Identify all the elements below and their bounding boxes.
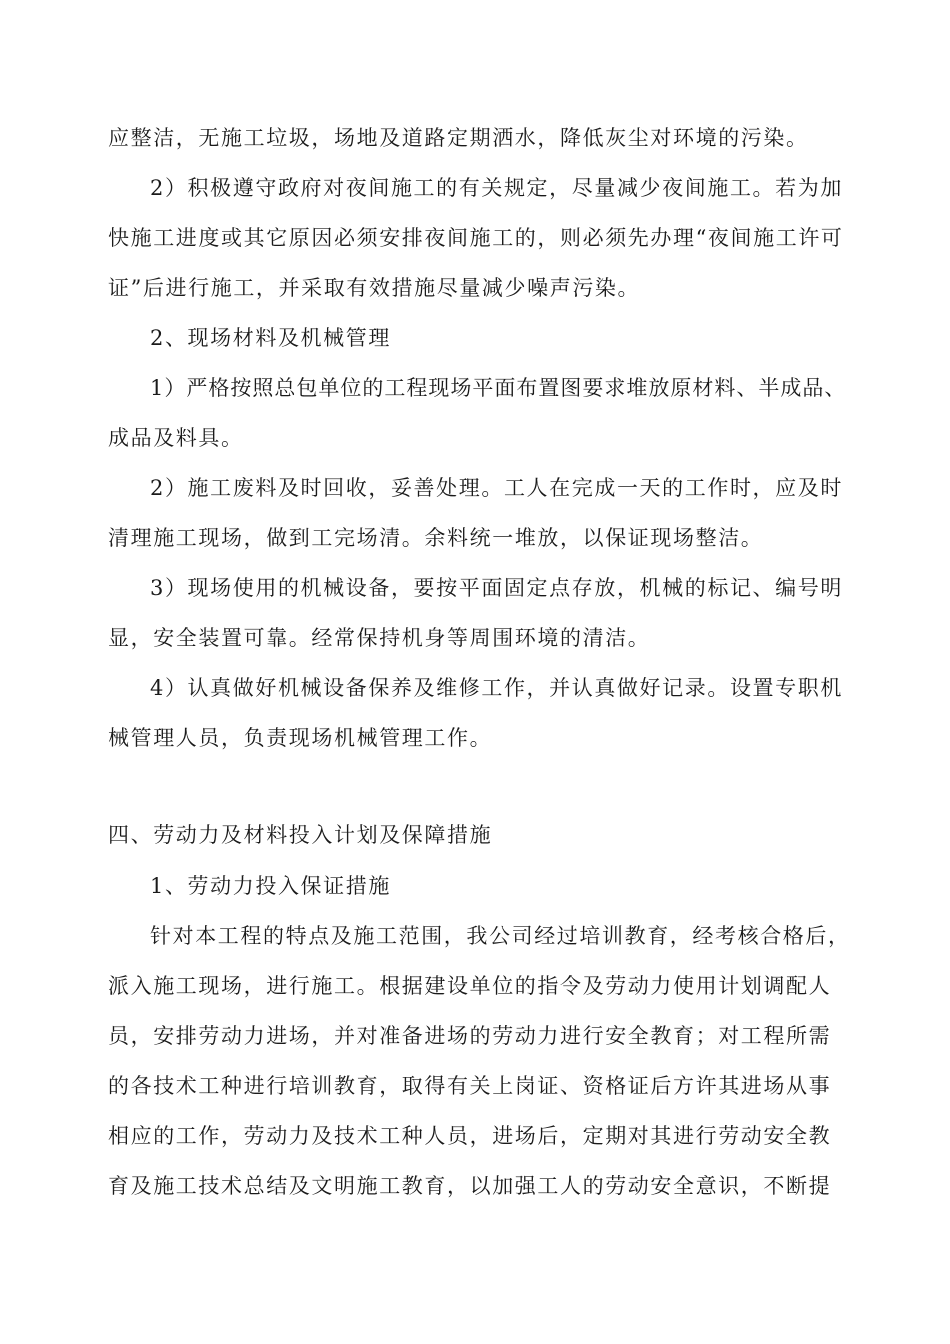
text-line: 的各技术工种进行培训教育，取得有关上岗证、资格证后方许其进场从事 xyxy=(108,1074,832,1098)
text-line: 清理施工现场，做到工完场清。余料统一堆放，以保证现场整洁。 xyxy=(108,526,764,550)
text-line: 育及施工技术总结及文明施工教育，以加强工人的劳动安全意识，不断提 xyxy=(108,1174,832,1198)
text-line: 员，安排劳动力进场，并对准备进场的劳动力进行安全教育；对工程所需 xyxy=(108,1024,832,1048)
section-heading: 1、劳动力投入保证措施 xyxy=(150,874,391,898)
text-line: 显，安全装置可靠。经常保持机身等周围环境的清洁。 xyxy=(108,626,651,650)
text-line: 成品及料具。 xyxy=(108,426,244,450)
text-line: 1）严格按照总包单位的工程现场平面布置图要求堆放原材料、半成品、 xyxy=(150,376,847,400)
section-heading: 2、现场材料及机械管理 xyxy=(150,326,391,350)
text-line: 派入施工现场，进行施工。根据建设单位的指令及劳动力使用计划调配人 xyxy=(108,974,832,998)
text-line: 针对本工程的特点及施工范围，我公司经过培训教育，经考核合格后， xyxy=(150,924,851,948)
text-line: 3）现场使用的机械设备，要按平面固定点存放，机械的标记、编号明 xyxy=(150,576,843,600)
text-line: 4）认真做好机械设备保养及维修工作，并认真做好记录。设置专职机 xyxy=(150,676,843,700)
text-line: 械管理人员，负责现场机械管理工作。 xyxy=(108,726,493,750)
text-line: 快施工进度或其它原因必须安排夜间施工的，则必须先办理“夜间施工许可 xyxy=(108,226,844,250)
chapter-heading: 四、劳动力及材料投入计划及保障措施 xyxy=(108,823,493,847)
text-line: 2）施工废料及时回收，妥善处理。工人在完成一天的工作时，应及时 xyxy=(150,476,843,500)
text-line: 2）积极遵守政府对夜间施工的有关规定，尽量减少夜间施工。若为加 xyxy=(150,176,843,200)
text-line: 相应的工作，劳动力及技术工种人员，进场后，定期对其进行劳动安全教 xyxy=(108,1124,832,1148)
text-line: 应整洁，无施工垃圾，场地及道路定期洒水，降低灰尘对环境的污染。 xyxy=(108,126,809,150)
text-line: 证”后进行施工，并采取有效措施尽量减少噪声污染。 xyxy=(108,276,641,300)
